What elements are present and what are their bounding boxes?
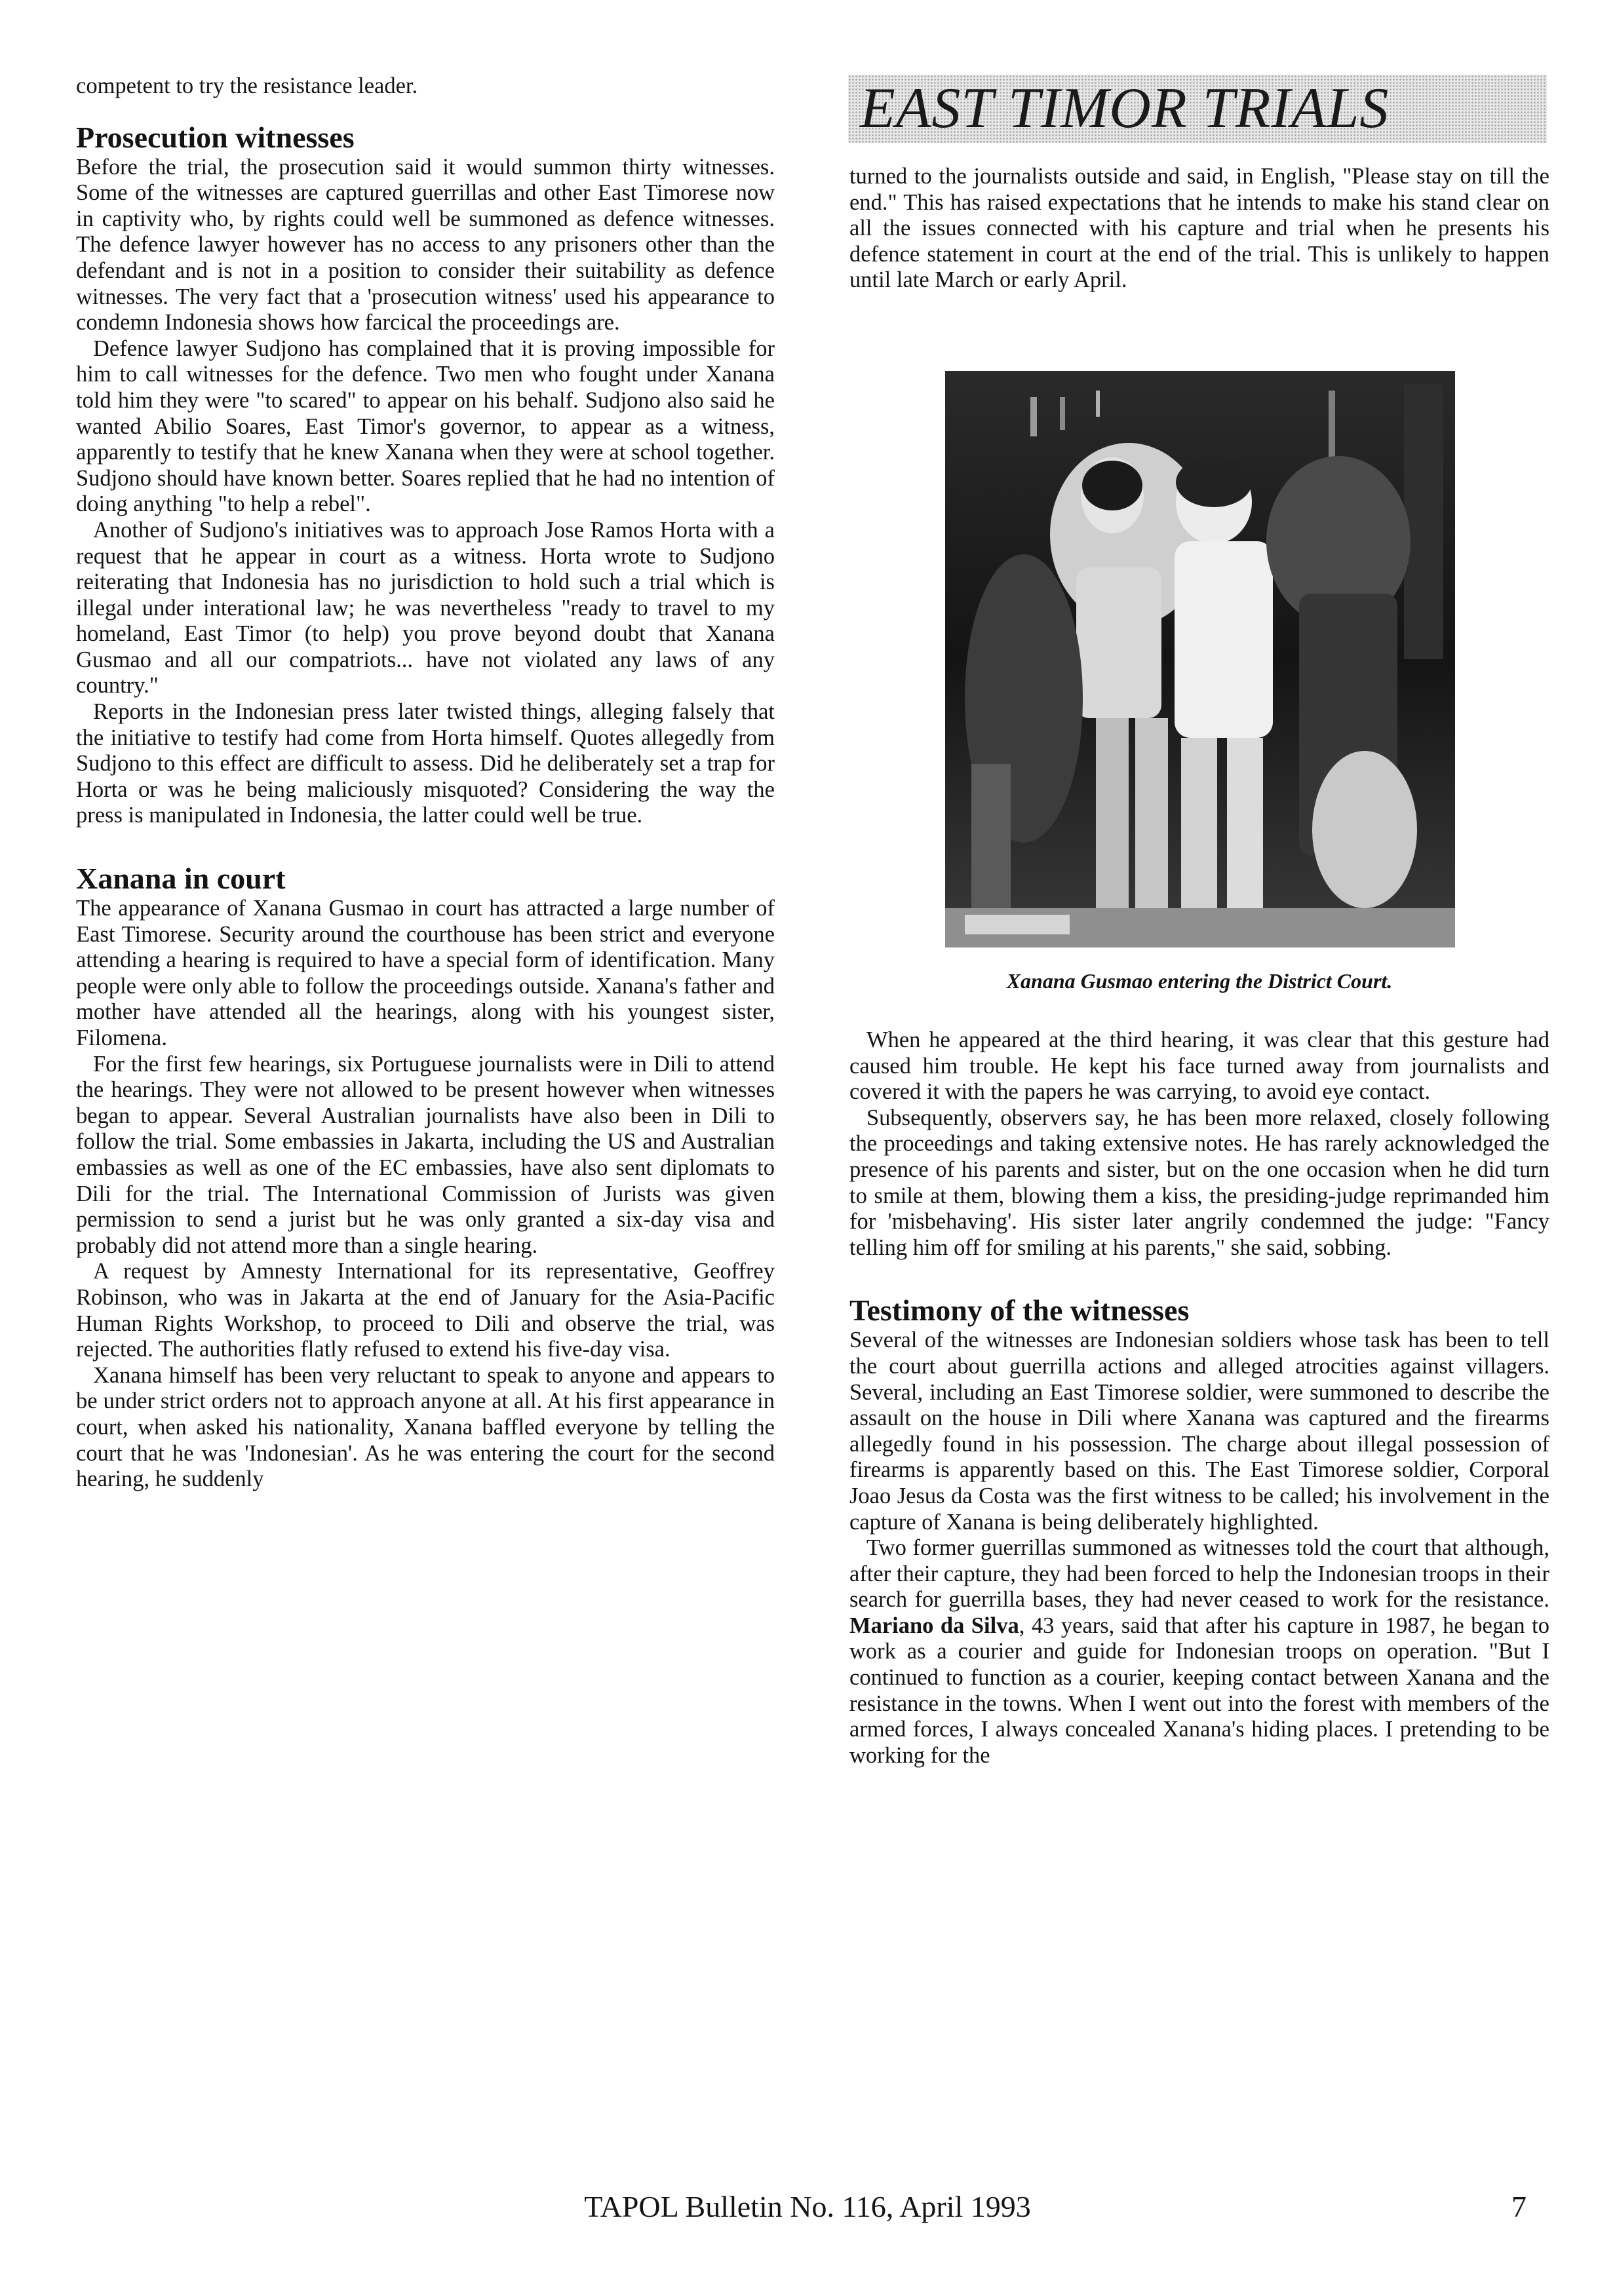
- lead-text: competent to try the resistance leader.: [76, 73, 418, 98]
- right-column: [849, 164, 1549, 294]
- paragraph: turned to the journalists outside and said, in English, "Please stay on till the end." This has raised expectations that he intends to make his stand clear on all the issues connected with his capture and trial when he presents his defence statement in court at the end of the trial. This is unlikely to happen until late March or early April.: [849, 164, 1549, 293]
- paragraph: When he appeared at the third hearing, it was clear that this gesture had caused him trouble. He kept his face turned away from journalists and covered it with the papers he was carrying, to avoid eye contact.: [849, 1027, 1549, 1105]
- page-number: 7: [1511, 2190, 1527, 2223]
- paragraph-text: Two former guerrillas summoned as witnesses told the court that although, after their capture, they had been forced to help the Indonesian troops in their search for guerrilla bases, they had never ceased to work for the resistance.: [849, 1535, 1549, 1613]
- paragraph: Several of the witnesses are Indonesian soldiers whose task has been to tell the court about guerrilla actions and alleged atrocities against villagers. Several, including an East Timorese soldier, were summoned to describe the assault on the house in Dili where Xanana was captured and the firearms allegedly found in his possession. The charge about illegal possession of firearms is apparently based on this. The East Timorese soldier, Corporal Joao Jesus da Costa was the first witness to be called; his involvement in the capture of Xanana is being deliberately highlighted.: [849, 1328, 1549, 1535]
- footer-publication: TAPOL Bulletin No. 116, April 1993: [584, 2190, 1031, 2223]
- photo-illustration: [945, 371, 1455, 947]
- right-column-lower: [849, 1027, 1549, 1769]
- heading-testimony-of-the-witnesses: Testimony of the witnesses: [849, 1293, 1190, 1328]
- paragraph: The appearance of Xanana Gusmao in court has attracted a large number of East Timorese. Security around the courthouse has been strict and everyone attending a hearing is required to have a special form of identification. Many people were only able to follow the proceedings outside. Xanana's father and mother have attended all the hearings, along with his youngest sister, Filomena.: [76, 896, 775, 1050]
- photo-caption: Xanana Gusmao entering the District Court.: [1006, 969, 1393, 993]
- paragraph: Defence lawyer Sudjono has complained that it is proving impossible for him to call witnesses for the defence. Two men who fought under Xanana told him they were "to scared" to appear on his behalf. Sudjono also said he wanted Abilio Soares, East Timor's governor, to appear as a witness, apparently to testify that he knew Xanana when they were at school together. Sudjono should have known better. Soares replied that he had no intention of doing anything "to help a rebel".: [76, 335, 775, 517]
- paragraph: A request by Amnesty International for its representative, Geoffrey Robinson, who was in Jakarta at the end of January for the Asia-Pacific Human Rights Workshop, to proceed to Dili and observe the trial, was rejected. The authorities flatly refused to extend his five-day visa.: [76, 1259, 775, 1362]
- paragraph: Before the trial, the prosecution said it would summon thirty witnesses. Some of the witnesses are captured guerrillas and other East Timorese now in captivity who, by rights could well be summoned as defence witnesses. The defence lawyer however has no access to any prisoners other than the defendant and is not in a position to consider their suitability as defence witnesses. The very fact that a 'prosecution witness' used his appearance to condemn Indonesia shows how farcical the proceedings are.: [76, 154, 775, 335]
- section-banner: [848, 75, 1547, 143]
- paragraph: [849, 1535, 1549, 1769]
- heading-prosecution-witnesses: Prosecution witnesses: [76, 120, 355, 154]
- paragraph: Subsequently, observers say, he has been more relaxed, closely following the proceedings and taking extensive notes. He has rarely acknowledged the presence of his parents and sister, but on the one occasion when he did turn to smile at them, blowing them a kiss, the presiding-judge reprimanded him for 'misbehaving'. His sister later angrily condemned the judge: "Fancy telling him off for smiling at his parents," she said, sobbing.: [849, 1105, 1549, 1260]
- witness-name: Mariano da Silva: [849, 1613, 1019, 1638]
- paragraph: Another of Sudjono's initiatives was to approach Jose Ramos Horta with a request that he appear in court as a witness. Horta wrote to Sudjono reiterating that Indonesia has no jurisdiction to hold such a trial which is illegal under interational law; he was nevertheless "ready to travel to my homeland, East Timor (to help) you prove beyond doubt that Xanana Gusmao and all our compatriots... have not violated any laws of any country.": [76, 517, 775, 698]
- news-photo: [945, 371, 1455, 947]
- left-column: [76, 73, 775, 1493]
- paragraph: Reports in the Indonesian press later twisted things, alleging falsely that the initiative to testify had come from Horta himself. Quotes allegedly from Sudjono to this effect are difficult to assess. Did he deliberately set a trap for Horta or was he being maliciously misquoted? Considering the way the press is manipulated in Indonesia, the latter could well be true.: [76, 699, 775, 828]
- heading-xanana-in-court: Xanana in court: [76, 862, 286, 896]
- paragraph: For the first few hearings, six Portuguese journalists were in Dili to attend the hearings. They were not allowed to be present however when witnesses began to appear. Several Australian journalists have also been in Dili to follow the trial. Some embassies in Jakarta, including the US and Australian embassies as well as one of the EC embassies, have also sent diplomats to Dili for the trial. The International Commission of Jurists was given permission to send a jurist but he was only granted a six-day visa and probably did not attend more than a single hearing.: [76, 1051, 775, 1258]
- section-banner-title: EAST TIMOR TRIALS: [860, 77, 1390, 140]
- paragraph-text: , 43 years, said that after his capture in 1987, he began to work as a courier and guide for Indonesian troops on operation. "But I continued to function as a courier, keeping contact between Xanana and the resistance in the towns. When I went out into the forest with members of the armed forces, I always concealed Xanana's hiding places. I pretending to be working for the: [849, 1613, 1549, 1768]
- paragraph: Xanana himself has been very reluctant to speak to anyone and appears to be under strict orders not to approach anyone at all. At his first appearance in court, when asked his nationality, Xanana baffled everyone by telling the court that he was 'Indonesian'. As he was entering the court for the second hearing, he suddenly: [76, 1362, 775, 1492]
